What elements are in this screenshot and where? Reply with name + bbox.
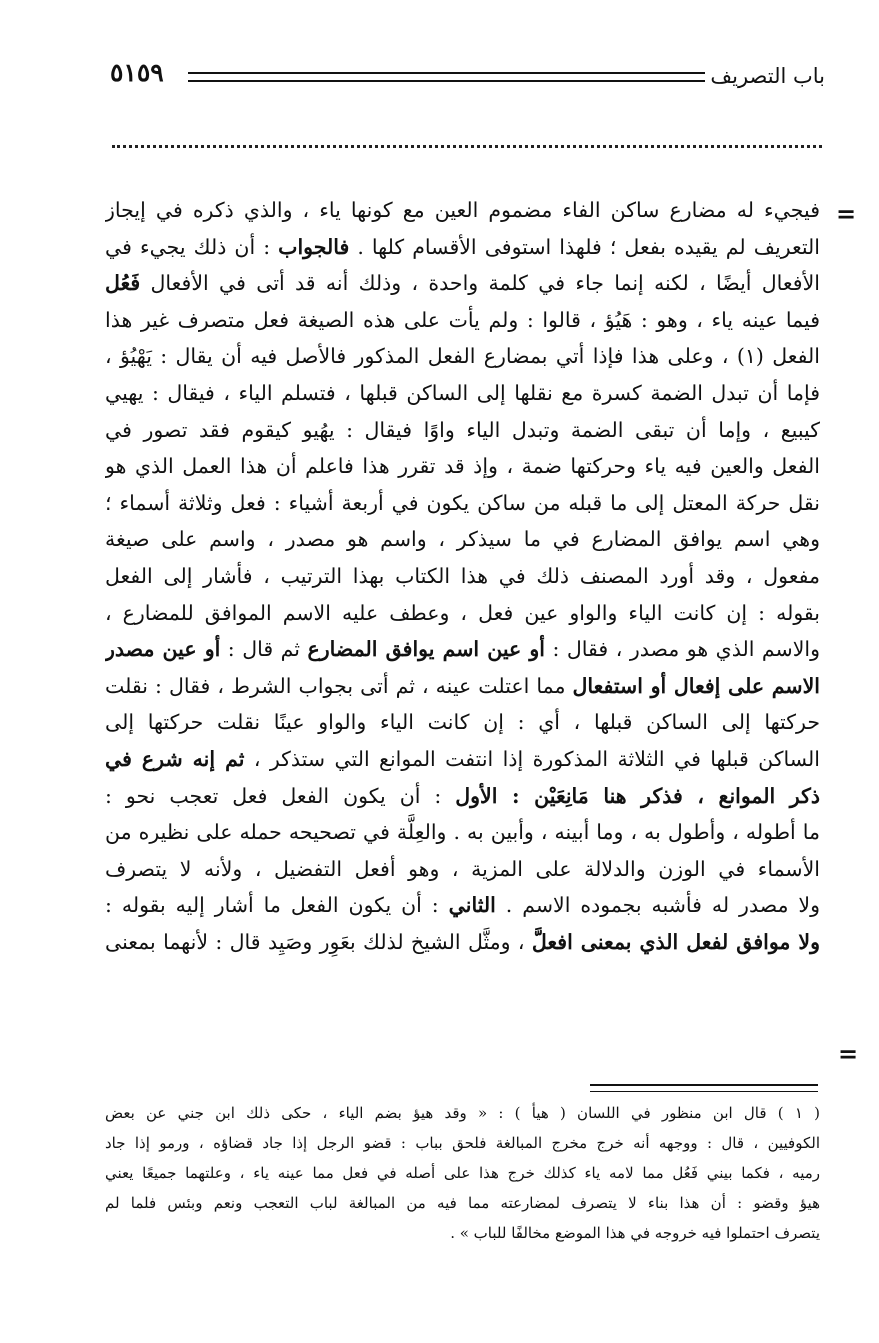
text-line [105, 558, 820, 595]
bold-phrase: فالجواب [278, 234, 350, 259]
footnote-line: هيؤ وقضو : أن هذا بناء لا يتصرف لمضارعته مما فيه من المبالغة لباب التعجب ونعم وبئس فلما لم [105, 1194, 820, 1212]
continuation-mark-start: = [836, 200, 857, 228]
footnotes [105, 1098, 820, 1248]
text-run: ولا مصدر له فأشبه بجموده الاسم . [495, 893, 820, 918]
text-line [105, 704, 820, 741]
text-run: وهي اسم يوافق المضارع في ما سيذكر ، واسم هو مصدر ، واسم على صيغة [105, 527, 820, 552]
text-run: الفعل (١) ، وعلى هذا فإذا أتي بمضارع الفعل المذكور فالأصل فيه أن يقال : يَهْيُؤ ، [105, 344, 820, 369]
text-line [105, 412, 820, 449]
text-run: : أن ذلك يجيء في [105, 234, 279, 259]
continuation-mark-end: = [838, 1040, 859, 1068]
text-run: الأسماء في الوزن والدلالة على المزية ، وهو أفعل التفضيل ، ولأنه لا يتصرف [105, 856, 820, 881]
text-line [105, 485, 820, 522]
text-run: التعريف لم يقيده بفعل ؛ فلهذا استوفى الأقسام كلها . [349, 234, 820, 259]
text-run: نقل حركة المعتل إلى ما قبله من ساكن يكون في أربعة أشياء : فعل وثلاثة أسماء ؛ [105, 490, 820, 515]
text-run: بقوله : إن كانت الياء والواو عين فعل ، وعطف عليه الاسم الموافق للمضارع ، [105, 600, 820, 625]
text-run: ، ومثَّل الشيخ لذلك بعَوِر وصَيِد قال : لأنهما بمعنى [105, 929, 532, 954]
text-run: ما أطوله ، وأطول به ، وما أبينه ، وأبين به . والعِلَّة في تصحيحه حمله على نظيره من [105, 820, 820, 845]
text-line [105, 668, 820, 705]
text-line [105, 375, 820, 412]
dotted-separator [112, 145, 822, 148]
main-text [105, 192, 820, 960]
text-run: ثم قال : [220, 637, 308, 662]
text-run: حركتها إلى الساكن قبلها ، أي : إن كانت الياء والواو عينًا نقلت حركتها إلى [105, 710, 820, 735]
page-number: ٥١٥٩ [110, 58, 164, 87]
text-run: فيجيء له مضارع ساكن الفاء مضموم العين مع كونها ياء ، والذي ذكره في إيجاز [105, 198, 820, 222]
text-line [105, 192, 820, 229]
text-run: فإما أن تبدل الضمة كسرة مع نقلها إلى الساكن قبلها ، فتسلم الياء ، فيقال : يهيي [105, 380, 820, 405]
footnote-line: الكوفيين ، قال : ووجهه أنه خرج مخرج المبالغة فلحق بباب : قضو الرجل إذا جاد قضاؤه ، ورمو إذا جاد [105, 1134, 820, 1152]
text-line [105, 448, 820, 485]
running-title: باب التصريف [710, 64, 825, 88]
text-line [105, 851, 820, 888]
text-line [105, 741, 820, 778]
bold-phrase: الثاني [448, 893, 496, 918]
text-run: فيما عينه ياء ، وهو : هَيُؤ ، قالوا : ولم يأت على هذه الصيغة فعل متصرف غير هذا [105, 307, 820, 332]
text-line [105, 631, 820, 668]
header-rule [188, 72, 705, 82]
bold-phrase: ثم إنه شرع في [105, 746, 245, 771]
text-run: : أن يكون الفعل فعل تعجب نحو : [105, 783, 456, 808]
text-run: كيبيع ، وإما أن تبقى الضمة وتبدل الياء واوًا فيقال : يهُيو كيقوم فقد تصور في [105, 417, 820, 442]
bold-phrase: أو عين اسم يوافق المضارع [307, 637, 545, 662]
text-line [105, 595, 820, 632]
text-run: الفعل والعين فيه ياء وحركتها ضمة ، وإذ قد تقرر هذا فاعلم أن هذا العمل الذي هو [105, 454, 820, 479]
text-run: الأفعال أيضًا ، لكنه إنما جاء في كلمة واحدة ، وذلك أنه قد أتى في الأفعال [140, 271, 820, 296]
page-header [110, 58, 825, 98]
text-line [105, 887, 820, 924]
text-line [105, 229, 820, 266]
text-run: : أن يكون الفعل ما أشار إليه بقوله : [105, 893, 449, 918]
footnote-line: رميه ، فكما بيني فَعُل مما لامه ياء كذلك خرج هذا على أصله في فعل مما عينه ياء ، وعلتهما جميعًا يعني [105, 1164, 820, 1182]
footnote-line: يتصرف احتملوا فيه خروجه في هذا الموضع مخالفًا للباب » . [450, 1224, 820, 1242]
text-run: الساكن قبلها في الثلاثة المذكورة إذا انتفت الموانع التي ستذكر ، [244, 746, 820, 771]
text-line [105, 265, 820, 302]
text-run: مما اعتلت عينه ، ثم أتى بجواب الشرط ، فقال : نقلت [105, 673, 573, 698]
bold-phrase: فَعُل [105, 271, 141, 296]
text-line [105, 338, 820, 375]
bold-phrase: ذكر الموانع ، فذكر هنا مَانِعَيْن : الأول [455, 783, 820, 808]
text-line [105, 924, 820, 961]
bold-phrase: أو عين مصدر [105, 637, 221, 662]
text-line [105, 814, 820, 851]
bold-phrase: الاسم على إفعال أو استفعال [572, 673, 820, 698]
text-run: والاسم الذي هو مصدر ، فقال : [544, 637, 820, 662]
text-line [105, 521, 820, 558]
text-run: مفعول ، وقد أورد المصنف ذلك في هذا الكتاب بهذا الترتيب ، فأشار إلى الفعل [105, 563, 820, 588]
footnote-rule [590, 1084, 818, 1092]
footnote-line: ( ١ ) قال ابن منظور في اللسان ( هيأ ) : « وقد هيؤ بضم الياء ، حكى ذلك ابن جني عن بعض [105, 1104, 820, 1122]
bold-phrase: ولا موافق لفعل الذي بمعنى افعلَّ [531, 929, 820, 954]
text-line [105, 778, 820, 815]
text-line [105, 302, 820, 339]
